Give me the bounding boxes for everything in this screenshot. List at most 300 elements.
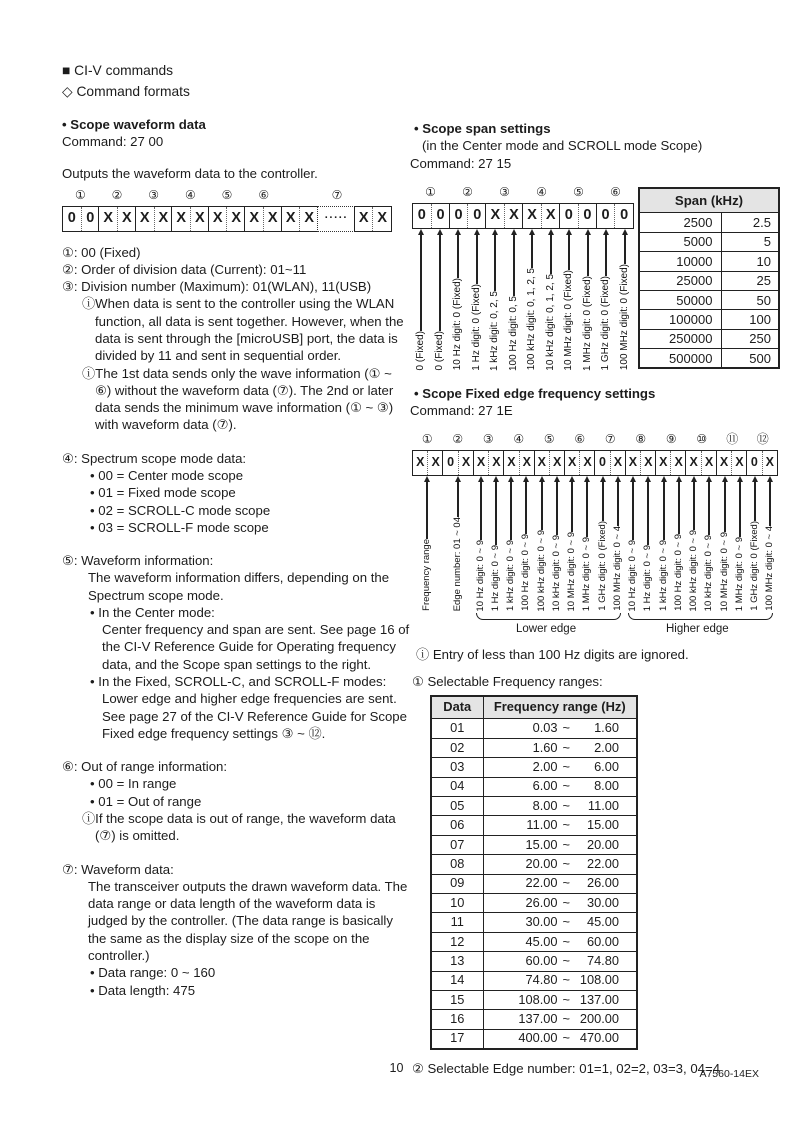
byte-cell bbox=[716, 450, 748, 476]
digit: X bbox=[762, 451, 777, 475]
digit-arrow-label: 1 GHz digit: 0 (Fixed) bbox=[599, 229, 613, 371]
data-code: 05 bbox=[431, 797, 483, 816]
digit: 0 bbox=[614, 204, 633, 228]
span-value: 100000 bbox=[639, 310, 722, 329]
circled-number: ⑥ bbox=[574, 432, 586, 447]
circled-number: ② bbox=[452, 432, 464, 447]
byte-index-row bbox=[412, 432, 778, 448]
byte-cell-row bbox=[412, 450, 778, 476]
circled-number: ⑤ bbox=[543, 432, 555, 447]
byte-cell bbox=[171, 206, 209, 232]
digit: X bbox=[490, 206, 501, 223]
edge-number-note: ② Selectable Edge number: 01=1, 02=2, 03=3, 04=4 bbox=[412, 1060, 721, 1076]
item-7-text: The transceiver outputs the drawn waveform data. The data range or data length of the waveform data is judged by the controller. (The data range is basically the same as the display size of the scope on the controller.) bbox=[88, 878, 408, 963]
byte-cell bbox=[473, 450, 505, 476]
up-arrow bbox=[645, 476, 651, 545]
table-row bbox=[431, 893, 637, 912]
span-value: 10000 bbox=[639, 252, 722, 271]
tilde: ~ bbox=[562, 759, 570, 775]
data-code: 16 bbox=[431, 1010, 483, 1029]
span-table-header: Span (kHz) bbox=[639, 188, 779, 213]
digit: X bbox=[549, 451, 564, 475]
intro-text: Outputs the waveform data to the controller. bbox=[62, 165, 318, 181]
byte-cell bbox=[442, 450, 474, 476]
byte-cell bbox=[559, 203, 597, 229]
col-data: Data bbox=[431, 696, 483, 719]
up-arrow bbox=[691, 476, 697, 529]
data-code: 07 bbox=[431, 835, 483, 854]
item-5-bullet-2: • In the Fixed, SCROLL-C, and SCROLL-F modes: bbox=[90, 674, 387, 690]
up-arrow bbox=[603, 229, 609, 277]
higher-edge-caption: Higher edge bbox=[666, 623, 729, 636]
span-khz: 100 bbox=[722, 310, 779, 329]
digit: X bbox=[190, 207, 209, 231]
span-khz: 2.5 bbox=[722, 213, 779, 232]
item-5-bullet-1: • In the Center mode: bbox=[90, 604, 215, 620]
digit: X bbox=[541, 204, 560, 228]
byte-cell bbox=[564, 450, 596, 476]
digit-arrow-label: Edge number: 01 ~ 04 bbox=[451, 476, 465, 611]
tilde: ~ bbox=[562, 933, 570, 949]
digit-arrow-label: 10 kHz digit: 0 ~ 9 bbox=[550, 476, 564, 611]
item-2: ②: Order of division data (Current): 01~11 bbox=[62, 261, 307, 277]
circled-number: ⑥ bbox=[610, 184, 621, 199]
digit-arrow-label: 1 Hz digit: 0 (Fixed) bbox=[470, 229, 484, 371]
digit-arrow-label: 10 Hz digit: 0 ~ 9 bbox=[474, 476, 488, 611]
circled-number: ⑤ bbox=[573, 184, 584, 199]
up-arrow bbox=[455, 229, 461, 279]
item-7-bullet: • Data range: 0 ~ 160 bbox=[90, 965, 216, 981]
circled-number: ⑫ bbox=[756, 432, 769, 447]
digit: X bbox=[117, 207, 136, 231]
fixed-edge-byte-diagram bbox=[410, 432, 782, 638]
span-value: 250000 bbox=[639, 329, 722, 348]
byte-cell bbox=[244, 206, 282, 232]
table-row bbox=[639, 349, 779, 368]
digit: X bbox=[103, 209, 114, 226]
digit: X bbox=[249, 209, 260, 226]
up-arrow bbox=[622, 229, 628, 265]
byte-cell bbox=[594, 450, 626, 476]
digit: 0 bbox=[454, 206, 463, 223]
data-code: 10 bbox=[431, 893, 483, 912]
byte-cell bbox=[534, 450, 566, 476]
data-code: 12 bbox=[431, 932, 483, 951]
data-code: 09 bbox=[431, 874, 483, 893]
byte-cell-ellipsis: ····· bbox=[317, 206, 355, 232]
freq-range: 6.00 ~ 8.00 bbox=[483, 777, 637, 796]
item-4-bullet: • 01 = Fixed mode scope bbox=[90, 485, 236, 501]
frequency-range-table bbox=[430, 695, 638, 1050]
byte-cell bbox=[596, 203, 634, 229]
digit: 0 bbox=[750, 455, 758, 470]
circled-number: ① bbox=[425, 184, 436, 199]
command-formats-heading: ◇ Command formats bbox=[62, 84, 190, 100]
digit: X bbox=[416, 455, 425, 470]
byte-cell bbox=[412, 450, 444, 476]
byte-cell bbox=[485, 203, 523, 229]
digit: 0 bbox=[601, 206, 610, 223]
freq-range: 1.60 ~ 2.00 bbox=[483, 738, 637, 757]
digit-arrow-label: 0 (Fixed) bbox=[433, 229, 447, 371]
civ-commands-heading: ■ CI-V commands bbox=[62, 63, 174, 78]
data-code: 02 bbox=[431, 738, 483, 757]
data-code: 15 bbox=[431, 990, 483, 1009]
table-row bbox=[431, 971, 637, 990]
circled-number: ② bbox=[462, 184, 473, 199]
digit: X bbox=[212, 209, 223, 226]
table-row bbox=[639, 213, 779, 232]
fixed-edge-title: • Scope Fixed edge frequency settings bbox=[414, 385, 656, 401]
up-arrow bbox=[511, 229, 517, 296]
circled-number: ⑩ bbox=[696, 432, 708, 447]
freq-range: 400.00 ~ 470.00 bbox=[483, 1029, 637, 1048]
tilde: ~ bbox=[562, 739, 570, 755]
tilde: ~ bbox=[562, 1011, 570, 1027]
digit: X bbox=[458, 451, 473, 475]
item-6-note: ⓘIf the scope data is out of range, the waveform data (⑦) is omitted. bbox=[82, 811, 396, 844]
up-arrow bbox=[630, 476, 636, 539]
data-code: 03 bbox=[431, 758, 483, 777]
tilde: ~ bbox=[562, 952, 570, 968]
tilde: ~ bbox=[562, 778, 570, 794]
byte-cell-row bbox=[62, 206, 392, 232]
byte-cell bbox=[522, 203, 560, 229]
span-value: 500000 bbox=[639, 349, 722, 368]
spacer bbox=[355, 188, 392, 204]
freq-range: 26.00 ~ 30.00 bbox=[483, 893, 637, 912]
freq-range: 108.00 ~ 137.00 bbox=[483, 990, 637, 1009]
up-arrow bbox=[600, 476, 606, 521]
freq-range: 8.00 ~ 11.00 bbox=[483, 797, 637, 816]
table-row bbox=[639, 310, 779, 329]
digit-arrow-label: 10 MHz digit: 0 ~ 9 bbox=[718, 476, 732, 611]
data-code: 06 bbox=[431, 816, 483, 835]
up-arrow bbox=[767, 476, 773, 526]
digit: 0 bbox=[578, 204, 597, 228]
span-khz: 500 bbox=[722, 349, 779, 368]
digit: X bbox=[567, 455, 577, 470]
table-row bbox=[639, 232, 779, 251]
table-row bbox=[639, 329, 779, 348]
item-4-bullet: • 03 = SCROLL-F mode scope bbox=[90, 519, 269, 535]
up-arrow bbox=[493, 476, 499, 545]
table-row bbox=[431, 758, 637, 777]
item-5-intro: The waveform information differs, depending on the Spectrum scope mode. bbox=[88, 570, 390, 603]
command-label: Command: 27 1E bbox=[410, 403, 513, 419]
up-arrow bbox=[566, 229, 572, 270]
byte-cell bbox=[98, 206, 136, 232]
digit-arrow-label: 10 kHz digit: 0, 1, 2, 5 bbox=[544, 229, 558, 371]
data-code: 04 bbox=[431, 777, 483, 796]
data-code: 14 bbox=[431, 971, 483, 990]
freq-ranges-heading: ① Selectable Frequency ranges: bbox=[412, 673, 603, 689]
item-1: ①: 00 (Fixed) bbox=[62, 244, 141, 260]
up-arrow bbox=[455, 476, 461, 517]
tilde: ~ bbox=[562, 817, 570, 833]
up-arrow bbox=[529, 229, 535, 269]
table-row bbox=[431, 952, 637, 971]
up-arrow bbox=[752, 476, 758, 521]
item-5-bullet-1-text: Center frequency and span are sent. See page 16 of the CI-V Reference Guide for Operating frequency data, and the Scope span settings to the right. bbox=[102, 622, 410, 672]
span-khz: 50 bbox=[722, 290, 779, 309]
digit-arrow-label: 1 kHz digit: 0 ~ 9 bbox=[657, 476, 671, 611]
data-code: 11 bbox=[431, 913, 483, 932]
digit: X bbox=[628, 455, 638, 470]
byte-cell bbox=[625, 450, 657, 476]
circled-number: ⑦ bbox=[604, 432, 616, 447]
span-value: 5000 bbox=[639, 232, 722, 251]
freq-range: 60.00 ~ 74.80 bbox=[483, 952, 637, 971]
item-7-bullet: • Data length: 475 bbox=[90, 982, 196, 998]
digit-arrow-label: 1 MHz digit: 0 ~ 9 bbox=[733, 476, 747, 611]
digit: 0 bbox=[431, 204, 450, 228]
tilde: ~ bbox=[562, 914, 570, 930]
item-6: ⑥: Out of range information: bbox=[62, 759, 228, 775]
command-label: Command: 27 00 bbox=[62, 134, 164, 150]
item-3-note-2: ⓘThe 1st data sends only the wave information (① ~ ⑥) without the waveform data (⑦). The 2nd or later data sends the minimum wave information (① ~ ③) with waveform data (⑦). bbox=[82, 365, 394, 433]
table-row bbox=[431, 913, 637, 932]
byte-cell bbox=[685, 450, 717, 476]
digit: X bbox=[263, 207, 282, 231]
circled-number: ⑪ bbox=[726, 432, 739, 447]
byte-cell bbox=[281, 206, 319, 232]
tilde: ~ bbox=[562, 972, 570, 988]
circled-number: ③ bbox=[499, 184, 510, 199]
digit: X bbox=[579, 451, 594, 475]
span-settings-title: • Scope span settings bbox=[414, 121, 551, 136]
tilde: ~ bbox=[562, 836, 570, 852]
table-row bbox=[639, 252, 779, 271]
table-row bbox=[639, 271, 779, 290]
byte-cell bbox=[449, 203, 487, 229]
circled-number: ④ bbox=[536, 184, 547, 199]
digit: 0 bbox=[447, 455, 455, 470]
digit-arrow-label: 10 Hz digit: 0 (Fixed) bbox=[451, 229, 465, 371]
table-row bbox=[431, 835, 637, 854]
up-arrow bbox=[418, 229, 424, 332]
freq-range: 30.00 ~ 45.00 bbox=[483, 913, 637, 932]
digit-arrow-label: 10 MHz digit: 0 ~ 9 bbox=[565, 476, 579, 611]
digit: 0 bbox=[599, 455, 606, 470]
digit: X bbox=[731, 451, 746, 475]
data-code: 13 bbox=[431, 952, 483, 971]
table-row bbox=[431, 932, 637, 951]
digit-arrow-label: 1 MHz digit: 0 ~ 9 bbox=[580, 476, 594, 611]
digit: X bbox=[358, 209, 369, 226]
higher-edge-brace bbox=[628, 613, 773, 620]
digit: X bbox=[504, 204, 523, 228]
byte-cell bbox=[412, 203, 450, 229]
digit: X bbox=[701, 451, 716, 475]
item-5-bullet-2-text: Lower edge and higher edge frequencies are sent. See page 27 of the CI-V Reference Guide for Scope Fixed edge frequency settings ③ ~ ⑫. bbox=[102, 691, 407, 741]
digit-arrow-label: 100 kHz digit: 0 ~ 9 bbox=[535, 476, 549, 611]
digit: 0 bbox=[67, 209, 76, 226]
page-header bbox=[62, 62, 190, 104]
command-label: Command: 27 15 bbox=[410, 155, 512, 171]
digit-arrow-label: Frequency range bbox=[420, 476, 434, 611]
table-row bbox=[639, 290, 779, 309]
digit-arrow-label: 1 kHz digit: 0, 2, 5 bbox=[488, 229, 502, 371]
document-code: A7560-14EX bbox=[699, 1068, 759, 1080]
digit: X bbox=[527, 206, 537, 223]
circled-number: ⑥ bbox=[258, 187, 270, 202]
item-4-bullet: • 00 = Center mode scope bbox=[90, 467, 244, 483]
table-row bbox=[431, 777, 637, 796]
digit-arrow-label: 100 Hz digit: 0 ~ 9 bbox=[672, 476, 686, 611]
span-byte-diagram bbox=[410, 185, 782, 369]
byte-cell bbox=[135, 206, 173, 232]
data-code: 01 bbox=[431, 719, 483, 738]
data-code: 08 bbox=[431, 855, 483, 874]
digit-arrow-label: 100 Hz digit: 0, 5 bbox=[507, 229, 521, 371]
spacer bbox=[282, 188, 319, 204]
digit: 0 bbox=[467, 204, 486, 228]
digit-arrow-label: 100 MHz digit: 0 ~ 4 bbox=[611, 476, 625, 611]
circled-number: ② bbox=[111, 187, 123, 202]
up-arrow bbox=[585, 229, 591, 276]
span-table bbox=[638, 187, 780, 369]
circled-number: ④ bbox=[513, 432, 525, 447]
tilde: ~ bbox=[562, 856, 570, 872]
circled-number: ⑨ bbox=[665, 432, 677, 447]
fixed-edge-digit-labels bbox=[410, 476, 782, 611]
byte-cell bbox=[354, 206, 392, 232]
digit: X bbox=[427, 451, 442, 475]
digit: X bbox=[139, 209, 150, 226]
table-row bbox=[431, 1010, 637, 1029]
item-7: ⑦: Waveform data: bbox=[62, 861, 174, 877]
byte-cell bbox=[746, 450, 778, 476]
span-settings-subtitle: (in the Center mode and SCROLL mode Scope) bbox=[422, 138, 703, 154]
section-title: • Scope waveform data bbox=[62, 117, 206, 132]
page-number: 10 bbox=[389, 1061, 404, 1075]
circled-number: ⑦ bbox=[331, 187, 343, 202]
up-arrow bbox=[722, 476, 728, 532]
digit-arrow-label: 100 MHz digit: 0 ~ 4 bbox=[763, 476, 777, 611]
up-arrow bbox=[554, 476, 560, 535]
byte-cell bbox=[655, 450, 687, 476]
digit: 0 bbox=[81, 207, 100, 231]
digit-arrow-label: 100 kHz digit: 0, 1, 2, 5 bbox=[525, 229, 539, 371]
digit: X bbox=[176, 209, 187, 226]
table-row bbox=[431, 797, 637, 816]
fixed-edge-note: ⓘ Entry of less than 100 Hz digits are ignored. bbox=[416, 647, 689, 663]
span-value: 50000 bbox=[639, 290, 722, 309]
tilde: ~ bbox=[562, 991, 570, 1007]
freq-range: 74.80 ~ 108.00 bbox=[483, 971, 637, 990]
up-arrow bbox=[424, 476, 430, 539]
up-arrow bbox=[478, 476, 484, 539]
digit-arrow-label: 10 kHz digit: 0 ~ 9 bbox=[702, 476, 716, 611]
table-row bbox=[431, 990, 637, 1009]
digit-arrow-label: 100 Hz digit: 0 ~ 9 bbox=[519, 476, 533, 611]
table-row bbox=[431, 855, 637, 874]
table-row bbox=[431, 719, 637, 738]
tilde: ~ bbox=[562, 797, 570, 813]
up-arrow bbox=[706, 476, 712, 535]
up-arrow bbox=[548, 229, 554, 274]
freq-range: 15.00 ~ 20.00 bbox=[483, 835, 637, 854]
right-column bbox=[410, 120, 782, 1077]
up-arrow bbox=[661, 476, 667, 540]
digit: X bbox=[670, 451, 685, 475]
item-5: ⑤: Waveform information: bbox=[62, 553, 214, 569]
item-4-bullet: • 02 = SCROLL-C mode scope bbox=[90, 502, 271, 518]
circled-number: ① bbox=[421, 432, 433, 447]
byte-index-row bbox=[62, 188, 392, 204]
freq-range: 137.00 ~ 200.00 bbox=[483, 1010, 637, 1029]
freq-range: 2.00 ~ 6.00 bbox=[483, 758, 637, 777]
freq-range: 0.03 ~ 1.60 bbox=[483, 719, 637, 738]
item-6-bullet: • 00 = In range bbox=[90, 776, 177, 792]
circled-number: ③ bbox=[482, 432, 494, 447]
circled-number: ⑤ bbox=[221, 187, 233, 202]
digit-arrow-label: 10 MHz digit: 0 (Fixed) bbox=[562, 229, 576, 371]
span-value: 25000 bbox=[639, 271, 722, 290]
digit: X bbox=[610, 451, 625, 475]
table-row bbox=[431, 738, 637, 757]
up-arrow bbox=[569, 476, 575, 532]
col-frequency-range: Frequency range (Hz) bbox=[483, 696, 637, 719]
digit: X bbox=[476, 455, 486, 470]
digit: X bbox=[537, 455, 546, 470]
table-row bbox=[431, 1029, 637, 1048]
digit-arrow-label: 100 kHz digit: 0 ~ 9 bbox=[687, 476, 701, 611]
item-6-bullet: • 01 = Out of range bbox=[90, 793, 202, 809]
span-khz: 5 bbox=[722, 232, 779, 251]
digit: X bbox=[299, 207, 318, 231]
circled-number: ③ bbox=[148, 187, 160, 202]
freq-range: 22.00 ~ 26.00 bbox=[483, 874, 637, 893]
span-khz: 10 bbox=[722, 252, 779, 271]
up-arrow bbox=[676, 476, 682, 534]
digit: X bbox=[519, 451, 534, 475]
up-arrow bbox=[474, 229, 480, 284]
item-3: ③: Division number (Maximum): 01(WLAN), 11(USB) bbox=[62, 279, 372, 295]
digit: X bbox=[719, 455, 729, 470]
digit: X bbox=[372, 207, 391, 231]
up-arrow bbox=[492, 229, 498, 291]
item-4: ④: Spectrum scope mode data: bbox=[62, 450, 247, 466]
up-arrow bbox=[539, 476, 545, 529]
digit: X bbox=[689, 455, 698, 470]
digit: X bbox=[488, 451, 503, 475]
waveform-byte-diagram bbox=[62, 188, 410, 232]
digit-arrow-label: 1 MHz digit: 0 (Fixed) bbox=[581, 229, 595, 371]
byte-index-row bbox=[412, 185, 634, 201]
up-arrow bbox=[615, 476, 621, 526]
table-row bbox=[431, 874, 637, 893]
table-row bbox=[431, 816, 637, 835]
digit-arrow-label: 10 Hz digit: 0 ~ 9 bbox=[626, 476, 640, 611]
digit: X bbox=[226, 207, 245, 231]
byte-cell bbox=[62, 206, 100, 232]
circled-number: ④ bbox=[184, 187, 196, 202]
item-3-note-1: ⓘWhen data is sent to the controller using the WLAN function, all data is sent together. However, when the data is sent through the [microUSB] port, the data is divided by 11 and sent in sequential order. bbox=[82, 296, 404, 364]
span-khz: 250 bbox=[722, 329, 779, 348]
tilde: ~ bbox=[562, 720, 570, 736]
tilde: ~ bbox=[562, 1030, 570, 1046]
digit: X bbox=[154, 207, 173, 231]
digit: X bbox=[285, 209, 296, 226]
digit: X bbox=[659, 455, 668, 470]
digit-arrow-label: 1 Hz digit: 0 ~ 9 bbox=[489, 476, 503, 611]
byte-cell-row bbox=[412, 203, 634, 229]
up-arrow bbox=[523, 476, 529, 534]
table-header-row bbox=[431, 696, 637, 719]
byte-cell bbox=[503, 450, 535, 476]
